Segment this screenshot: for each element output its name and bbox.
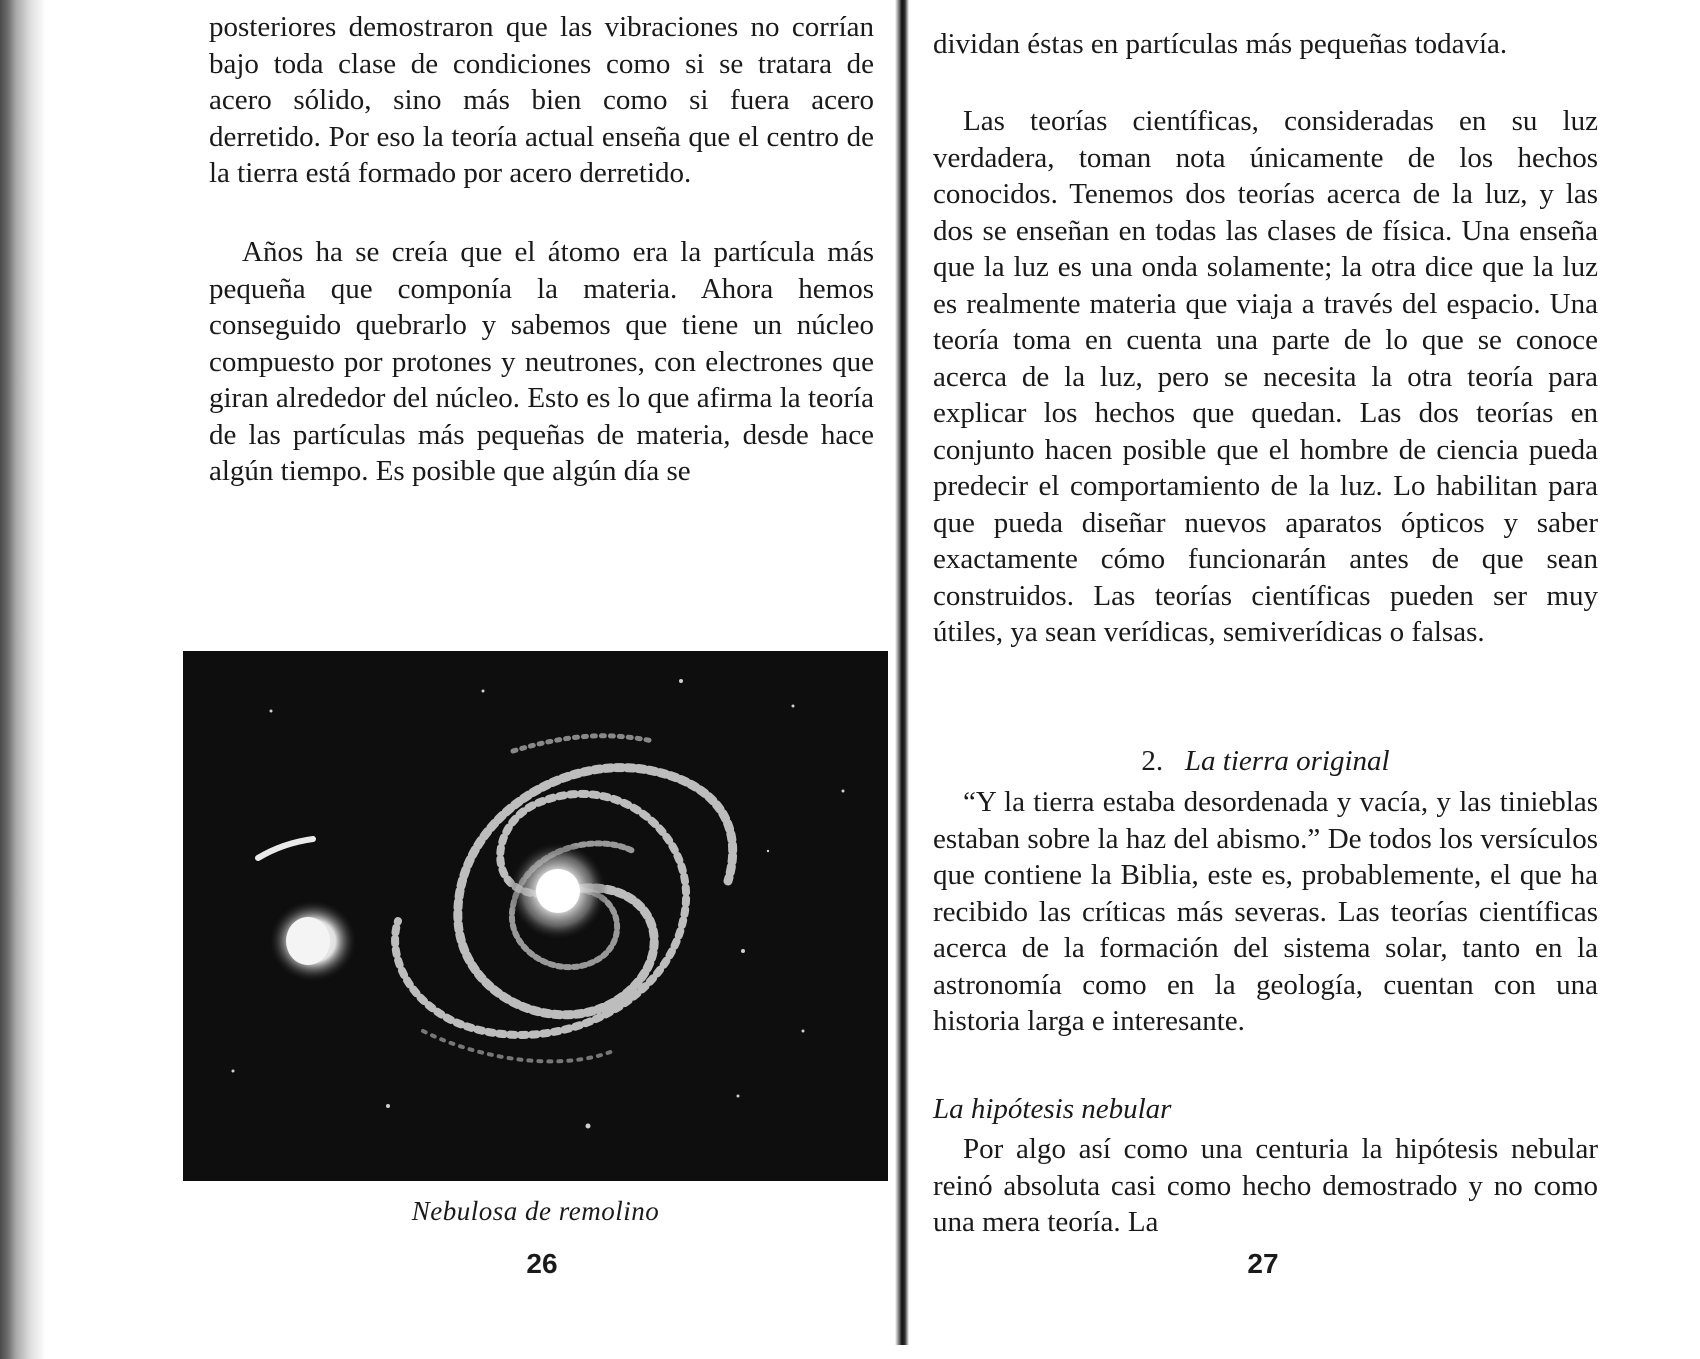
page-number-left: 26 (526, 1248, 558, 1279)
right-paragraph-3: “Y la tierra estaba desordenada y vacía, y las tinieblas estaban sobre la haz del abismo.” De todos los versículos que contiene la Biblia, este es, probablemente, el que ha recibido las críticas más severas. Las teorías científicas acerca de la formación del sistema solar, tanto en la astronomía como en la geología, cuentan con una historia larga e interesante. (933, 786, 1598, 1037)
galaxy-image (183, 651, 888, 1181)
figure-caption: Nebulosa de remolino (411, 1196, 660, 1226)
page-number-right: 27 (1247, 1248, 1279, 1279)
section-number: 2. (1141, 745, 1164, 777)
left-paragraph-2: Años ha se creía que el átomo era la partícula más pequeña que componía la materia. Ahora hemos conseguido quebrarlo y sabemos que tiene un núcleo compuesto por protones y neutrones, con electrones que giran alrededor del núcleo. Esto es lo que afirma la teoría de las partículas más pequeñas de materia, desde hace algún tiempo. Es posible que algún día se (209, 236, 874, 487)
binding-edge (0, 0, 46, 1359)
right-paragraph-2: Las teorías científicas, consideradas en su luz verdadera, toman nota únicamente de los hechos conocidos. Tenemos dos teorías acerca de la luz, y las dos se enseñan en todas las clases de física. Una enseña que la luz es una onda solamente; la otra dice que la luz es realmente materia que viaja a través del espacio. Una teoría toma en cuenta una parte de lo que se conoce acerca de la luz, pero se necesita la otra teoría para explicar los hechos que quedan. Las dos teorías en conjunto hacen posible que el hombre de ciencia pueda predecir el comportamiento de la luz. Lo habilitan para que pueda diseñar nuevos aparatos ópticos y saber exactamente cómo funcionarán antes de que sean construidos. Las teorías científicas pueden ser muy útiles, ya sean verídicas, semiverídicas o falsas. (933, 105, 1598, 648)
left-paragraph-1: posteriores demostraron que las vibraciones no corrían bajo toda clase de condiciones como si se tratara de acero sólido, sino más bien como si fuera acero derretido. Por eso la teoría actual enseña que el centro de la tierra está formado por acero derretido. (209, 11, 874, 189)
whirlpool-nebula-photo (183, 651, 888, 1181)
subsection-heading: La hipótesis nebular (933, 1093, 1172, 1125)
section-heading (933, 745, 1598, 778)
center-gutter (895, 0, 909, 1345)
right-paragraph-4: Por algo así como una centuria la hipótesis nebular reinó absoluta casi como hecho demostrado y no como una mera teoría. La (933, 1133, 1598, 1238)
section-title: La tierra original (1184, 745, 1390, 777)
right-paragraph-1: dividan éstas en partículas más pequeñas todavía. (933, 28, 1508, 60)
